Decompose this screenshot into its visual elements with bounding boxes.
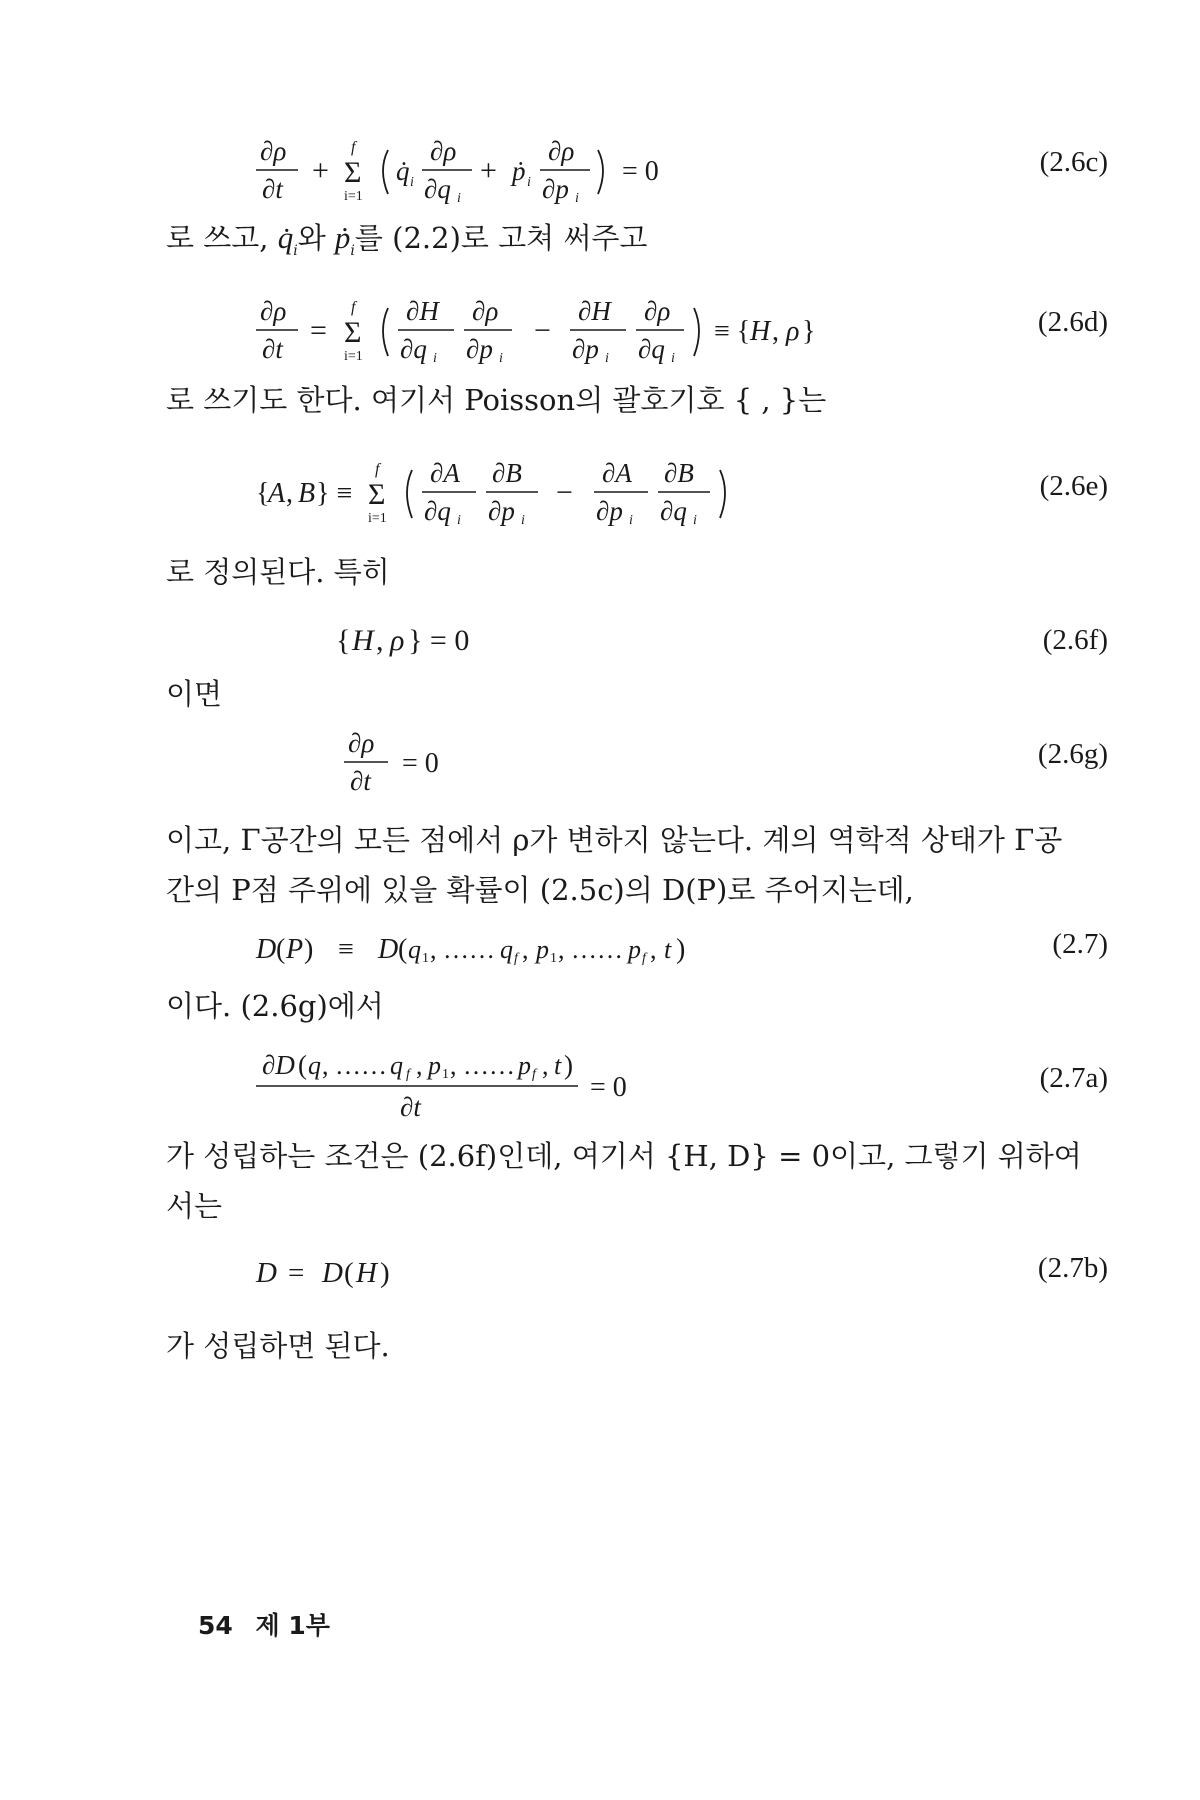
svg-text:=: = — [288, 1257, 305, 1289]
svg-text:q: q — [390, 1051, 403, 1080]
equation-2-6e — [250, 454, 770, 534]
svg-text:p: p — [428, 1051, 441, 1080]
svg-text:Σ: Σ — [344, 316, 362, 349]
svg-text:{: { — [336, 624, 351, 657]
svg-text:= 0: = 0 — [402, 748, 439, 779]
svg-text:, ……: , …… — [558, 935, 623, 964]
svg-text:≡ {: ≡ { — [714, 316, 751, 347]
svg-text:∂p: ∂p — [466, 334, 493, 364]
svg-text:t: t — [554, 1051, 562, 1080]
svg-text:= 0: = 0 — [590, 1072, 627, 1103]
svg-text:t: t — [664, 935, 672, 964]
svg-text:,: , — [286, 478, 293, 509]
svg-text:f: f — [351, 299, 356, 316]
svg-text:i: i — [693, 513, 697, 528]
svg-text:i: i — [410, 175, 414, 190]
svg-text:i: i — [527, 175, 531, 190]
text-run: 를 (2.2)로 고쳐 써주고 — [354, 221, 648, 255]
svg-text:,: , — [650, 935, 657, 964]
svg-text:i: i — [457, 191, 461, 206]
svg-text:(: ( — [398, 934, 408, 965]
paragraph: 이면 — [166, 677, 223, 711]
svg-text:{: { — [256, 478, 270, 509]
svg-text:∂B: ∂B — [492, 458, 522, 488]
svg-text:D: D — [256, 934, 277, 965]
paragraph: 이고, Γ공간의 모든 점에서 ρ가 변하지 않는다. 계의 역학적 상태가 Γ공 — [166, 823, 1063, 857]
svg-text:H: H — [352, 624, 374, 657]
svg-text:f: f — [514, 951, 518, 966]
svg-text:H: H — [356, 1257, 377, 1289]
svg-text:ρ: ρ — [390, 624, 405, 657]
svg-text:∂A: ∂A — [602, 458, 632, 488]
svg-text:f: f — [642, 951, 646, 966]
svg-text:(: ( — [344, 1257, 354, 1289]
svg-text:} = 0: } = 0 — [408, 624, 470, 657]
page-number: 54 — [198, 1611, 233, 1640]
svg-text:D: D — [322, 1257, 343, 1289]
svg-text:∂p: ∂p — [488, 496, 515, 526]
svg-text:,: , — [772, 316, 779, 347]
svg-text:∂q: ∂q — [424, 496, 451, 526]
svg-text:p: p — [518, 1051, 531, 1080]
svg-text:i=1: i=1 — [344, 349, 363, 364]
svg-text:, ……: , …… — [322, 1051, 387, 1080]
paragraph: 간의 P점 주위에 있을 확률이 (2.5c)의 D(P)로 주어지는데, — [166, 873, 914, 907]
svg-text:,: , — [522, 935, 529, 964]
svg-text:∂ρ: ∂ρ — [644, 296, 671, 326]
svg-text:i: i — [605, 351, 609, 366]
svg-text:f: f — [532, 1067, 536, 1082]
svg-text:∂ρ: ∂ρ — [548, 136, 575, 166]
equation-2-6f — [336, 616, 536, 666]
svg-text:} ≡: } ≡ — [316, 478, 353, 509]
svg-text:−: − — [534, 314, 551, 347]
svg-text:∂B: ∂B — [664, 458, 694, 488]
svg-text:q̇: q̇ — [396, 156, 410, 186]
math-p-dot: ṗ — [334, 220, 351, 255]
svg-text:Σ: Σ — [344, 156, 362, 189]
paragraph: 로 정의된다. 특히 — [166, 555, 390, 589]
equation-label: (2.6c) — [1039, 146, 1108, 178]
svg-text:∂q: ∂q — [638, 334, 665, 364]
svg-text:A: A — [268, 478, 286, 509]
svg-text:D: D — [378, 934, 399, 965]
svg-text:i: i — [521, 513, 525, 528]
svg-text:i: i — [671, 351, 675, 366]
equation-2-6g — [340, 724, 500, 804]
svg-text:p: p — [628, 935, 641, 964]
svg-text:+: + — [480, 154, 497, 187]
equation-label: (2.6f) — [1042, 624, 1108, 656]
equation-2-7b — [250, 1248, 470, 1298]
svg-text:∂t: ∂t — [262, 334, 283, 364]
equation-label: (2.6d) — [1037, 306, 1108, 338]
svg-text:1: 1 — [422, 951, 429, 966]
svg-text:∂t: ∂t — [350, 766, 371, 796]
paragraph: 이다. (2.6g)에서 — [166, 989, 384, 1023]
svg-text:∂t: ∂t — [262, 174, 283, 204]
svg-text:ρ: ρ — [786, 316, 800, 347]
equation-label: (2.7a) — [1039, 1062, 1108, 1094]
svg-text:∂ρ: ∂ρ — [430, 136, 457, 166]
svg-text:B: B — [298, 478, 316, 509]
svg-text:i=1: i=1 — [368, 511, 387, 526]
svg-text:): ) — [380, 1257, 390, 1289]
svg-text:i: i — [575, 191, 579, 206]
svg-text:i=1: i=1 — [344, 189, 363, 204]
svg-text:∂ρ: ∂ρ — [260, 296, 287, 326]
part-label: 제 1부 — [255, 1611, 330, 1640]
equation-label: (2.7b) — [1037, 1252, 1108, 1284]
svg-text:(: ( — [276, 934, 286, 965]
svg-text:+: + — [312, 154, 329, 187]
svg-text:,: , — [376, 624, 384, 657]
svg-text:1: 1 — [442, 1067, 449, 1082]
svg-text:,: , — [416, 1051, 423, 1080]
svg-text:∂H: ∂H — [578, 296, 611, 326]
paragraph: 로 쓰고, $q̇_i$와 ṗ$_i$를 (2.2)로 고쳐 써주고 — [166, 220, 648, 259]
svg-text:∂q: ∂q — [400, 334, 427, 364]
svg-text:, ……: , …… — [430, 935, 495, 964]
svg-text:i: i — [457, 513, 461, 528]
text-run: 와 — [297, 221, 326, 255]
equation-2-6c — [250, 132, 730, 212]
svg-text:∂A: ∂A — [430, 458, 460, 488]
equation-2-7a — [250, 1044, 750, 1130]
svg-text:∂t: ∂t — [400, 1092, 421, 1122]
svg-text:∂D: ∂D — [262, 1050, 295, 1080]
svg-text:−: − — [556, 476, 573, 509]
svg-text:f: f — [375, 461, 380, 478]
svg-text:P: P — [286, 934, 304, 965]
svg-text:f: f — [406, 1067, 410, 1082]
svg-text:): ) — [564, 1050, 573, 1080]
svg-text:i: i — [433, 351, 437, 366]
svg-text:∂ρ: ∂ρ — [260, 136, 287, 166]
svg-text:∂ρ: ∂ρ — [472, 296, 499, 326]
svg-text:1: 1 — [550, 951, 557, 966]
paragraph: 서는 — [166, 1189, 223, 1223]
paragraph: 가 성립하는 조건은 (2.6f)인데, 여기서 {H, D} = 0이고, 그렇기 위하여 — [166, 1139, 1082, 1173]
svg-text:q: q — [500, 935, 513, 964]
equation-label: (2.6e) — [1039, 470, 1108, 502]
paragraph: 가 성립하면 된다. — [166, 1329, 390, 1363]
page-footer — [198, 1606, 344, 1642]
svg-text:}: } — [802, 316, 816, 347]
svg-text:): ) — [676, 934, 686, 965]
text-run: 로 쓰고, — [166, 221, 269, 255]
svg-text:∂H: ∂H — [406, 296, 439, 326]
svg-text:∂p: ∂p — [572, 334, 599, 364]
svg-text:q: q — [308, 1051, 321, 1080]
equation-2-7 — [250, 924, 770, 974]
svg-text:ṗ: ṗ — [512, 156, 526, 186]
svg-text:= 0: = 0 — [622, 156, 659, 187]
svg-text:=: = — [310, 314, 327, 347]
svg-text:∂p: ∂p — [542, 174, 569, 204]
svg-text:(: ( — [298, 1050, 307, 1080]
equation-label: (2.6g) — [1037, 738, 1108, 770]
svg-text:H: H — [750, 316, 771, 347]
equation-label: (2.7) — [1052, 928, 1108, 960]
svg-text:p: p — [536, 935, 549, 964]
svg-text:≡: ≡ — [338, 934, 354, 965]
svg-text:i: i — [629, 513, 633, 528]
svg-text:): ) — [304, 934, 314, 965]
equation-2-6d — [250, 292, 870, 372]
math-q-dot: q̇ — [277, 220, 294, 255]
svg-text:, ……: , …… — [450, 1051, 515, 1080]
paragraph: 로 쓰기도 한다. 여기서 Poisson의 괄호기호 { , }는 — [166, 383, 827, 417]
svg-text:i: i — [499, 351, 503, 366]
svg-text:D: D — [256, 1257, 277, 1289]
svg-text:∂ρ: ∂ρ — [348, 728, 375, 758]
svg-text:∂p: ∂p — [596, 496, 623, 526]
svg-text:,: , — [542, 1051, 549, 1080]
svg-text:Σ: Σ — [368, 478, 386, 511]
svg-text:q: q — [408, 935, 421, 964]
svg-text:∂q: ∂q — [660, 496, 687, 526]
svg-text:∂q: ∂q — [424, 174, 451, 204]
svg-text:f: f — [351, 139, 356, 156]
